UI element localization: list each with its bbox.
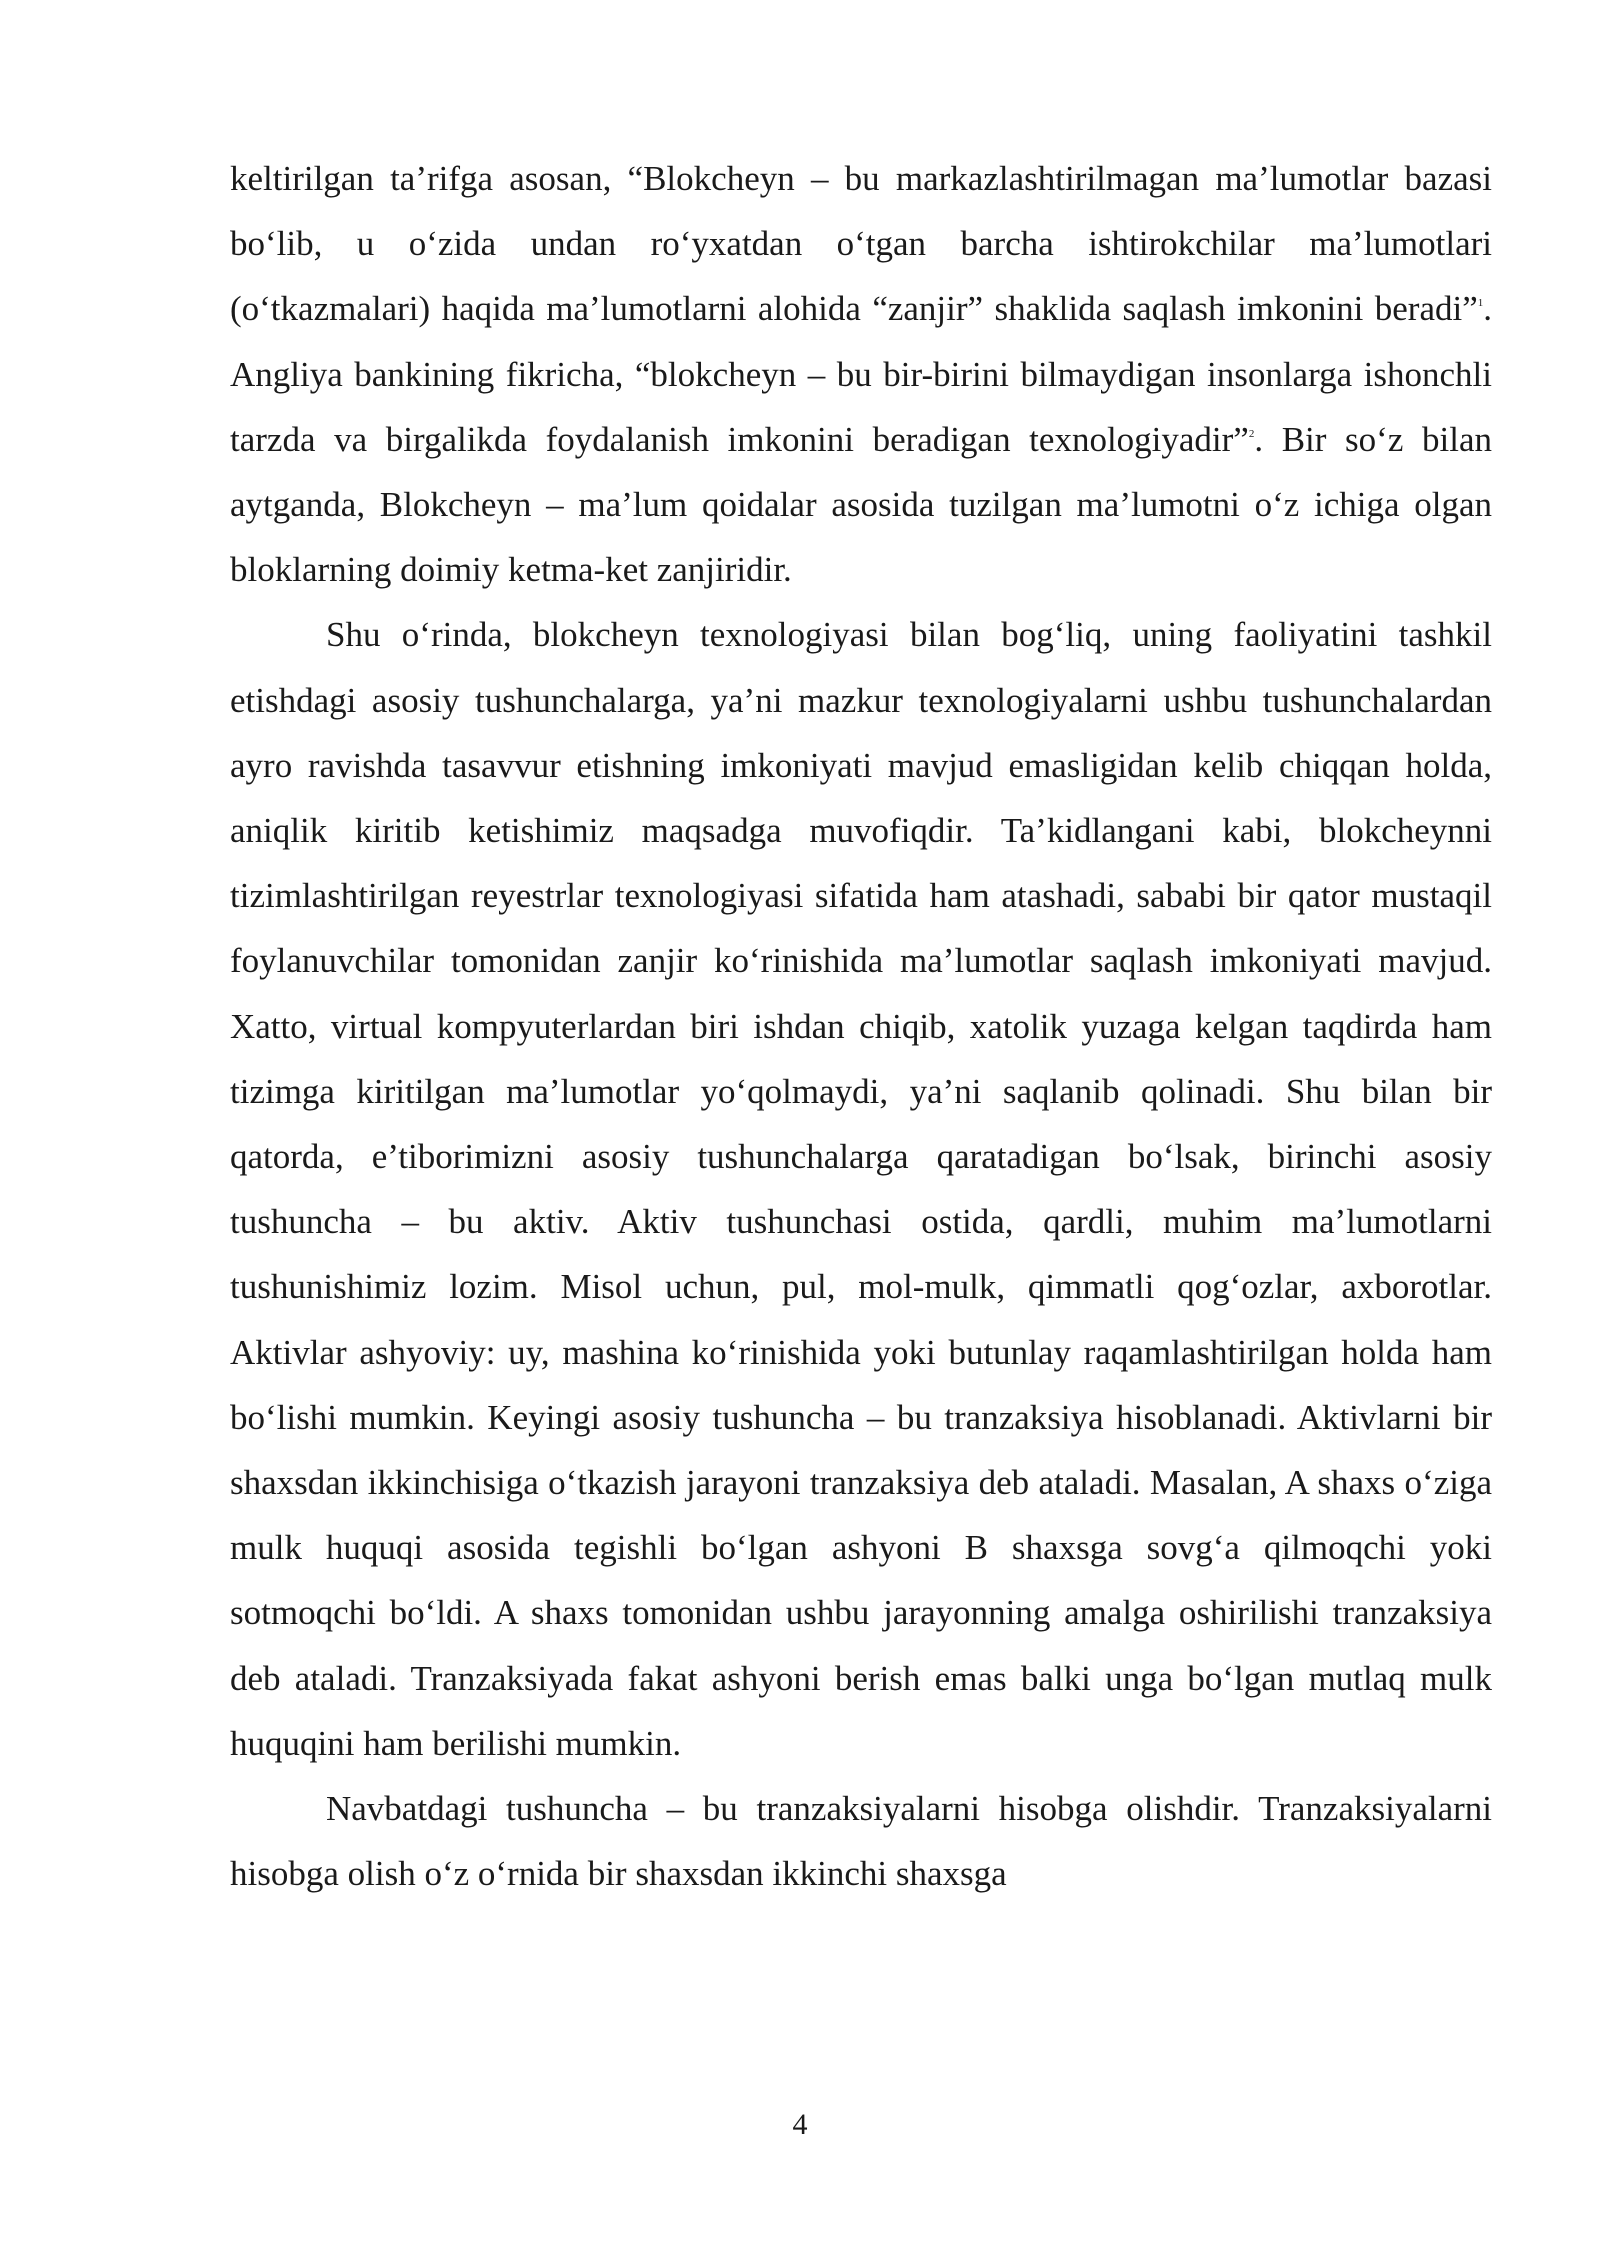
footnote-marker-1: 1 [1477,297,1484,310]
footnote-marker-2: 2 [1248,427,1255,440]
page-number: 4 [792,2108,808,2141]
paragraph-text: keltirilgan ta’rifga asosan, “Blokcheyn – bu markazlashtirilmagan ma’lumotlar bazasi bo‘lib, u o‘zida undan ro‘yxatdan o‘tgan barcha ishtirokchilar ma’lumotlari (o‘tkazmalari) haqida ma’lumotlarni alohida “zanjir” shaklida saqlash imkonini beradi” [230,159,1492,329]
paragraph-blockchain-definition [230,146,1492,602]
body-text [230,146,1492,1906]
paragraph-text: . Bir so‘z bilan aytganda, Blokcheyn – ma’lum qoidalar asosida tuzilgan ma’lumotni o‘z ichiga olgan bloklarning doimiy ketma-ket zanjiridir. [230,419,1492,590]
paragraph-core-concepts: Shu o‘rinda, blokcheyn texnologiyasi bilan bog‘liq, uning faoliyatini tashkil etishdagi asosiy tushunchalarga, ya’ni mazkur texnologiyalarni ushbu tushunchalardan ayro ravishda tasavvur etishning imkoniyati mavjud emasligidan kelib chiqqan holda, aniqlik kiritib ketishimiz maqsadga muvofiqdir. Ta’kidlangani kabi, blokcheynni tizimlashtirilgan reyestrlar texnologiyasi sifatida ham atashadi, sababi bir qator mustaqil foylanuvchilar tomonidan zanjir ko‘rinishida ma’lumotlar saqlash imkoniyati mavjud. Xatto, virtual kompyuterlardan biri ishdan chiqib, xatolik yuzaga kelgan taqdirda ham tizimga kiritilgan ma’lumotlar yo‘qolmaydi, ya’ni saqlanib qolinadi. Shu bilan bir qatorda, e’tiborimizni asosiy tushunchalarga qaratadigan bo‘lsak, birinchi asosiy tushuncha – bu aktiv. Aktiv tushunchasi ostida, qardli, muhim ma’lumotlarni tushunishimiz lozim. Misol uchun, pul, mol-mulk, qimmatli qog‘ozlar, axborotlar. Aktivlar ashyoviy: uy, mashina ko‘rinishida yoki butunlay raqamlashtirilgan holda ham bo‘lishi mumkin. Keyingi asosiy tushuncha – bu tranzaksiya hisoblanadi. Aktivlarni bir shaxsdan ikkinchisiga o‘tkazish jarayoni tranzaksiya deb ataladi. Masalan, A shaxs o‘ziga mulk huquqi asosida tegishli bo‘lgan ashyoni B shaxsga sovg‘a qilmoqchi yoki sotmoqchi bo‘ldi. A shaxs tomonidan ushbu jarayonning amalga oshirilishi tranzaksiya deb ataladi. Tranzaksiyada fakat ashyoni berish emas balki unga bo‘lgan mutlaq mulk huquqini ham berilishi mumkin. [230,615,1492,1763]
paragraph-transaction-accounting: Navbatdagi tushuncha – bu tranzaksiyalarni hisobga olishdir. Tranzaksiyalarni hisobga olish o‘z o‘rnida bir shaxsdan ikkinchi shaxsga [230,1789,1492,1894]
paragraph-text: . Angliya bankining fikricha, “blokcheyn – bu bir-birini bilmaydigan insonlarga ishonchli tarzda va birgalikda foydalanish imkonini beradigan texnologiyadir” [230,289,1492,459]
